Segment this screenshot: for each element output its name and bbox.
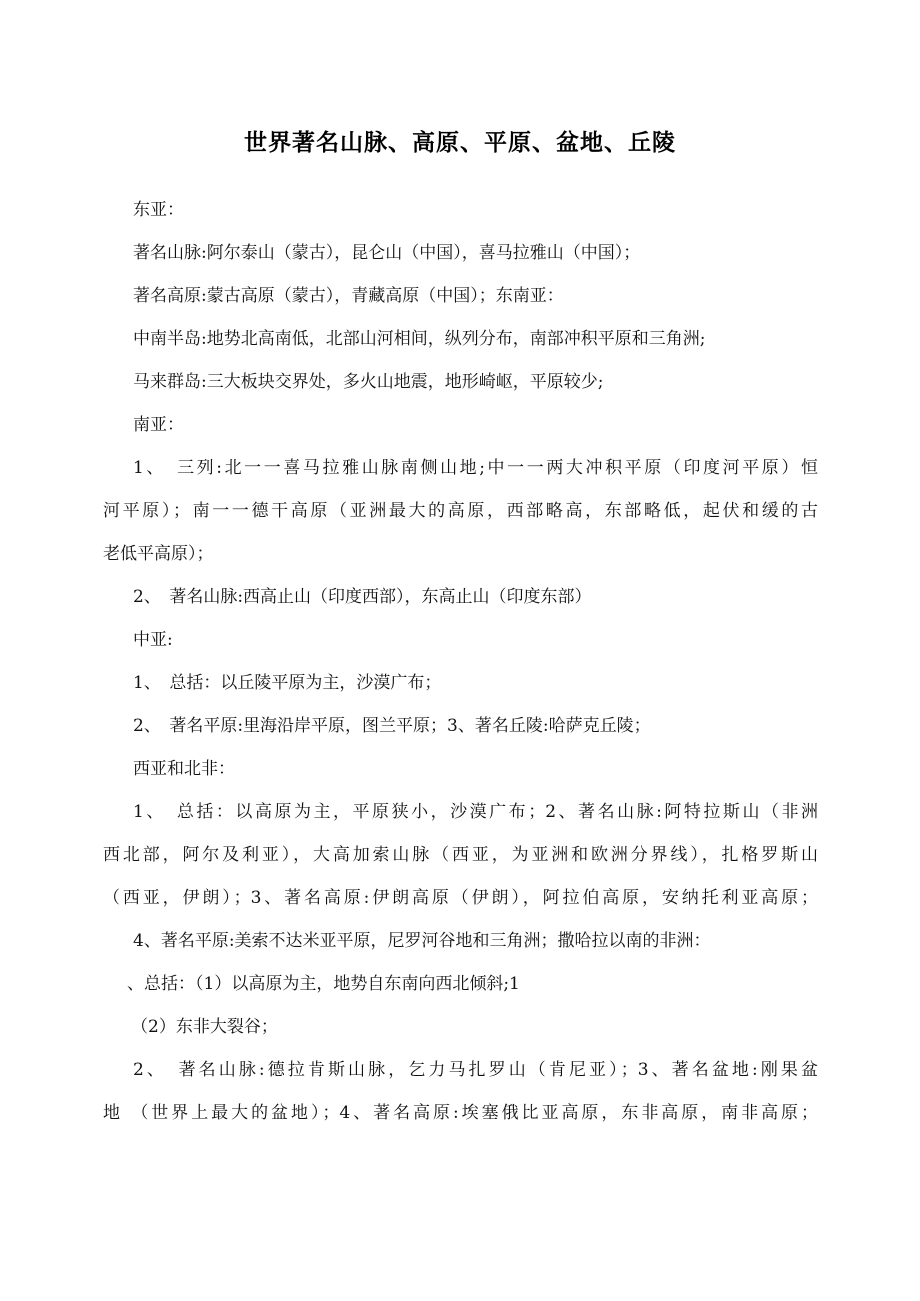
page-title: 世界著名山脉、高原、平原、盆地、丘陵 xyxy=(244,130,676,156)
paragraph-line: 地 （世界上最大的盆地）；4、著名高原:埃塞俄比亚高原，东非高原，南非高原； xyxy=(103,1103,818,1123)
paragraph-line: 中南半岛:地势北高南低，北部山河相间，纵列分布，南部冲积平原和三角洲; xyxy=(133,329,706,349)
section-heading-south-asia: 南亚： xyxy=(133,415,184,435)
paragraph-line: 马来群岛:三大板块交界处，多火山地震，地形崎岖，平原较少; xyxy=(133,372,604,392)
paragraph-line: 2、 著名山脉:西高止山（印度西部），东高止山（印度东部） xyxy=(133,587,592,607)
paragraph-line: 著名山脉:阿尔泰山（蒙古），昆仑山（中国），喜马拉雅山（中国）； xyxy=(133,243,641,263)
paragraph-line: 西北部，阿尔及利亚），大高加索山脉（西亚，为亚洲和欧洲分界线），扎格罗斯山 xyxy=(103,845,818,865)
paragraph-line: （西亚，伊朗）；3、著名高原:伊朗高原（伊朗），阿拉伯高原，安纳托利亚高原； xyxy=(103,888,818,908)
paragraph-line: （2）东非大裂谷； xyxy=(131,1017,278,1037)
section-heading-east-asia: 东亚： xyxy=(133,200,184,220)
paragraph-line: 1、 总括：以高原为主，平原狭小，沙漠广布；2、著名山脉:阿特拉斯山（非洲 xyxy=(133,802,818,822)
paragraph-line: 2、 著名山脉:德拉肯斯山脉，乞力马扎罗山（肯尼亚）；3、著名盆地:刚果盆 xyxy=(133,1060,818,1080)
paragraph-line: 1、 总括：以丘陵平原为主，沙漠广布； xyxy=(133,673,442,693)
section-heading-west-asia-north-africa: 西亚和北非： xyxy=(133,759,235,779)
paragraph-line: 河平原）；南一一德干高原（亚洲最大的高原，西部略高，东部略低，起伏和缓的古 xyxy=(103,501,818,521)
paragraph-line: 著名高原:蒙古高原（蒙古），青藏高原（中国）；东南亚： xyxy=(133,286,564,306)
paragraph-line: 、总括：（1）以高原为主，地势自东南向西北倾斜;1 xyxy=(127,974,520,994)
section-heading-central-asia: 中亚: xyxy=(133,630,173,650)
paragraph-line: 4、著名平原:美索不达米亚平原，尼罗河谷地和三角洲；撒哈拉以南的非洲： xyxy=(133,931,711,951)
paragraph-line: 2、 著名平原:里海沿岸平原，图兰平原；3、著名丘陵:哈萨克丘陵； xyxy=(133,716,651,736)
paragraph-line: 1、 三列:北一一喜马拉雅山脉南侧山地;中一一两大冲积平原（印度河平原）恒 xyxy=(133,458,818,478)
paragraph-line: 老低平高原）； xyxy=(103,544,214,564)
